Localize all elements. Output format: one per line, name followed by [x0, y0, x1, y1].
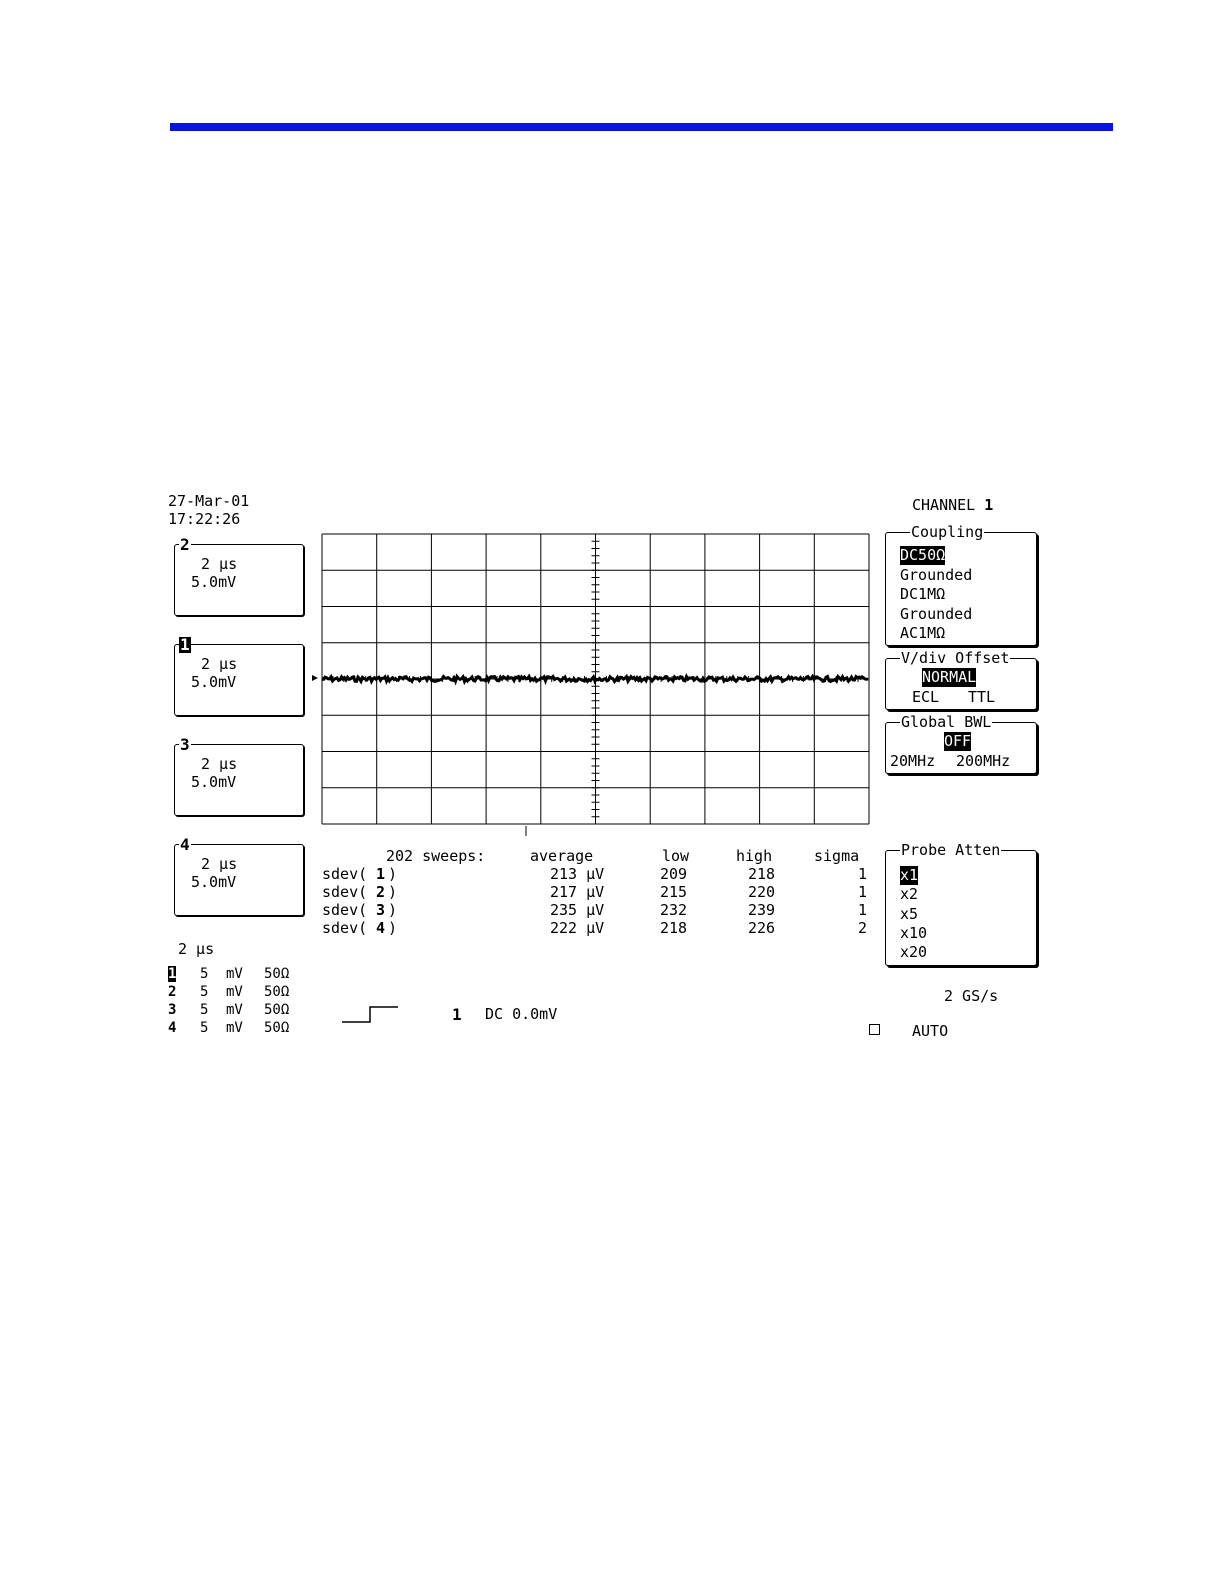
time-label: 17:22:26	[168, 510, 241, 528]
trace-box-3[interactable]	[174, 735, 304, 816]
trace-volts: 5.0mV	[191, 573, 237, 591]
sample-rate: 2 GS/s	[944, 987, 999, 1005]
bwl-option-200mhz[interactable]: 200MHz	[956, 752, 1011, 770]
trigger-mode: AUTO	[912, 1022, 949, 1040]
header-high: high	[736, 847, 773, 865]
trace-timebase: 2 µs	[201, 855, 238, 873]
sweeps-label: 202 sweeps:	[386, 847, 486, 865]
vdiv-option-ttl[interactable]: TTL	[968, 688, 996, 706]
trace-timebase: 2 µs	[201, 755, 238, 773]
probe-option-x10[interactable]: x10	[900, 924, 928, 942]
coupling-menu[interactable]	[885, 523, 1037, 646]
trace-box-1[interactable]	[174, 635, 304, 716]
measurement-row: sdev( 1 ) 213 µV 209 218 1	[322, 865, 868, 883]
trace-number: 2	[180, 535, 190, 554]
trace-volts: 5.0mV	[191, 773, 237, 791]
vdiv-offset-menu[interactable]	[885, 649, 1037, 710]
global-bwl-menu[interactable]	[885, 713, 1037, 774]
trace-number: 3	[180, 735, 190, 754]
date-label: 27-Mar-01	[168, 492, 250, 510]
trace-timebase: 2 µs	[201, 555, 238, 573]
bwl-title: Global BWL	[901, 713, 992, 731]
graticule	[310, 528, 890, 838]
vdiv-option-normal[interactable]: NORMAL	[922, 668, 977, 686]
oscilloscope-screen	[160, 490, 1060, 1050]
channel-setting-row: 1 5 mV 50Ω	[168, 966, 290, 982]
trigger-state-indicator	[869, 1024, 880, 1035]
measurement-row: sdev( 2 ) 217 µV 215 220 1	[322, 883, 868, 901]
coupling-option-dc50[interactable]: DC50Ω	[900, 546, 946, 564]
trigger-source: 1	[452, 1005, 462, 1024]
vdiv-option-ecl[interactable]: ECL	[912, 688, 940, 706]
bwl-option-20mhz[interactable]: 20MHz	[890, 752, 936, 770]
header-average: average	[530, 847, 594, 865]
channel-setting-row: 2 5 mV 50Ω	[168, 984, 290, 1000]
bwl-option-off[interactable]: OFF	[944, 732, 972, 750]
trace-box-2[interactable]	[174, 535, 304, 616]
probe-option-x20[interactable]: x20	[900, 943, 928, 961]
trace-number: 4	[180, 835, 190, 854]
trace-volts: 5.0mV	[191, 673, 237, 691]
coupling-option-grounded[interactable]: Grounded	[900, 566, 973, 584]
channel-setting-row: 4 5 mV 50Ω	[168, 1020, 290, 1036]
coupling-option-ac1m[interactable]: AC1MΩ	[900, 624, 946, 642]
probe-option-x5[interactable]: x5	[900, 905, 919, 923]
measurement-row: sdev( 3 ) 235 µV 232 239 1	[322, 901, 868, 919]
coupling-option-dc1m[interactable]: DC1MΩ	[900, 585, 946, 603]
channel-setting-row: 3 5 mV 50Ω	[168, 1002, 290, 1018]
probe-option-x2[interactable]: x2	[900, 885, 919, 903]
menu-title: CHANNEL 1	[912, 496, 994, 514]
vdiv-title: V/div Offset	[901, 649, 1010, 667]
trace-box-4[interactable]	[174, 835, 304, 916]
coupling-option-grounded-2[interactable]: Grounded	[900, 605, 973, 623]
probe-option-x1[interactable]: x1	[900, 866, 919, 884]
coupling-title: Coupling	[911, 523, 984, 541]
timebase-label: 2 µs	[178, 940, 215, 958]
header-sigma: sigma	[814, 847, 860, 865]
trace-number: 1	[180, 635, 190, 654]
header-rule	[170, 123, 1113, 131]
waveform-trace	[322, 677, 868, 682]
trigger-coupling-level: DC 0.0mV	[485, 1005, 558, 1023]
trace-timebase: 2 µs	[201, 655, 238, 673]
probe-atten-menu[interactable]	[885, 841, 1037, 966]
trigger-slope-icon	[340, 1004, 400, 1026]
header-low: low	[662, 847, 690, 865]
probe-title: Probe Atten	[901, 841, 1001, 859]
trace-volts: 5.0mV	[191, 873, 237, 891]
ground-marker-left	[312, 675, 318, 681]
measurement-row: sdev( 4 ) 222 µV 218 226 2	[322, 919, 868, 937]
